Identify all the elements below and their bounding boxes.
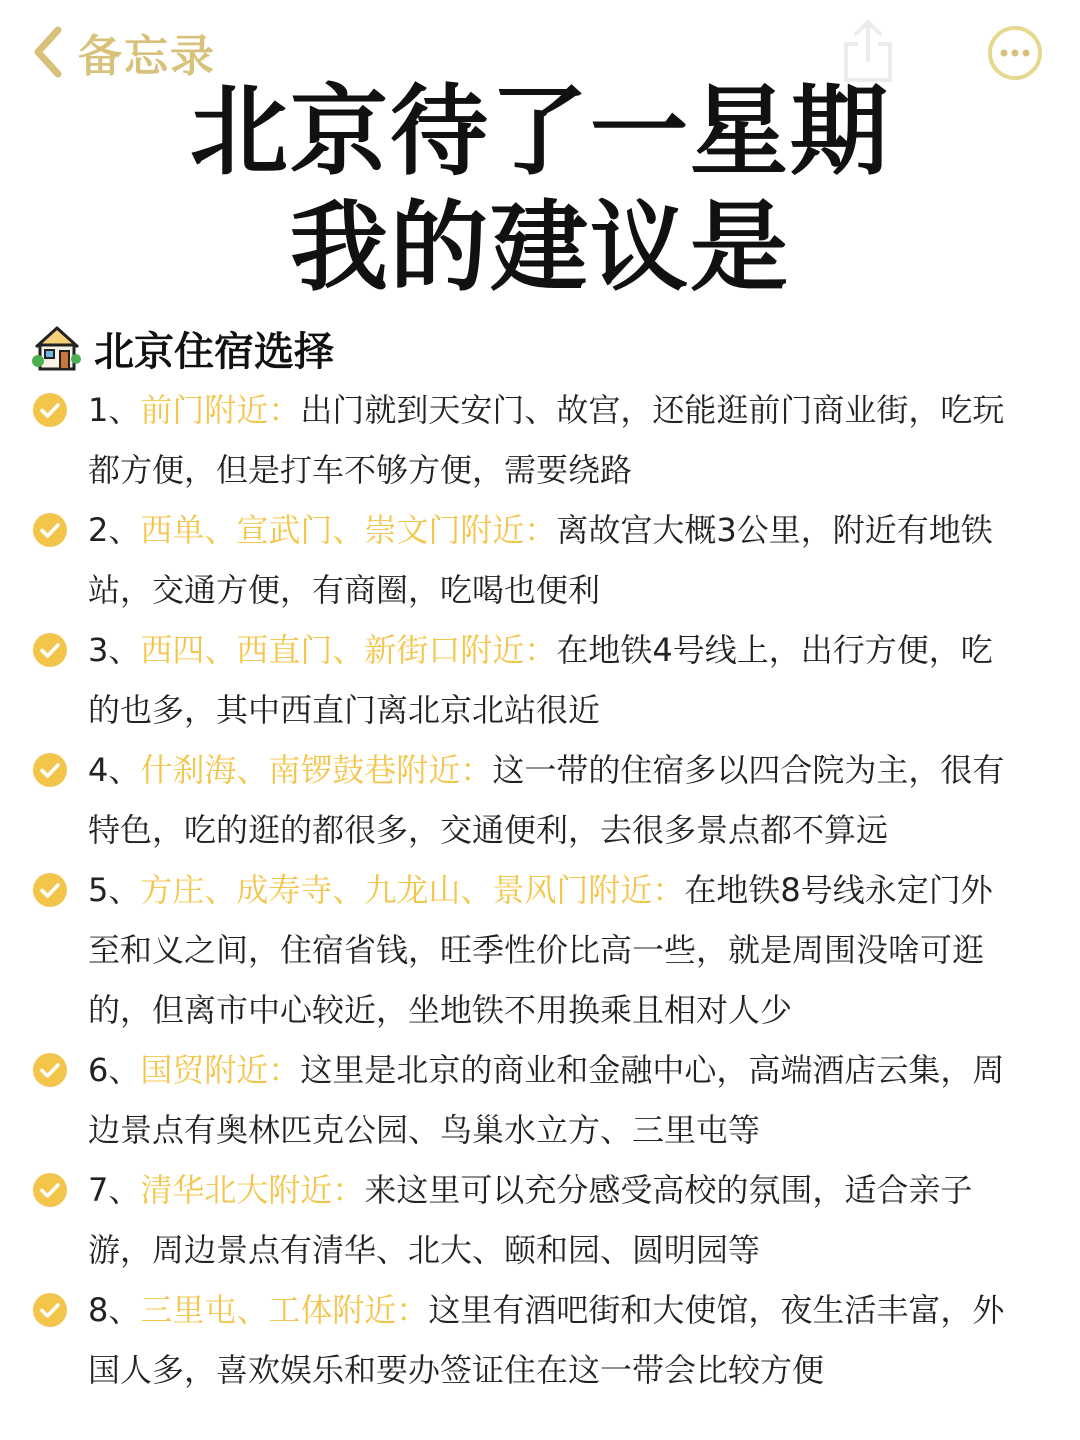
back-button[interactable]: [30, 22, 216, 82]
item-location: 什刹海、南锣鼓巷附近：: [140, 751, 493, 789]
item-number: 5、: [88, 871, 141, 909]
item-description: 在地铁4号线上，出行方便，吃的也多，其中西直门离北京北站很近: [88, 631, 993, 729]
item-description: 来这里可以充分感受高校的氛围，适合亲子游，周边景点有清华、北大、颐和园、圆明园等: [88, 1171, 973, 1269]
item-description: 这一带的住宿多以四合院为主，很有特色，吃的逛的都很多，交通便利，去很多景点都不算远: [88, 751, 1005, 849]
item-location: 三里屯、工体附近：: [140, 1291, 429, 1329]
item-number: 2、: [88, 511, 141, 549]
list-item: [32, 1160, 1052, 1280]
list-item: [32, 1280, 1052, 1400]
item-number: 7、: [88, 1171, 141, 1209]
accommodation-list: [32, 380, 1052, 1400]
house-icon: [32, 323, 82, 373]
checkmark-icon: [32, 632, 68, 668]
item-description: 出门就到天安门、故宫，还能逛前门商业街，吃玩都方便，但是打车不够方便，需要绕路: [88, 391, 1005, 489]
checkmark-icon: [32, 1172, 68, 1208]
title-line-1: 北京待了一星期: [189, 75, 890, 189]
item-description: 在地铁8号线永定门外至和义之间，住宿省钱，旺季性价比高一些，就是周围没啥可逛的，但离市中心较近，坐地铁不用换乘且相对人少: [88, 871, 993, 1029]
title-line-2: 我的建议是: [289, 191, 790, 305]
checkmark-icon: [32, 1052, 68, 1088]
list-item: [32, 1040, 1052, 1160]
list-item: [32, 500, 1052, 620]
section-header: [32, 318, 334, 378]
chevron-left-icon: [30, 24, 64, 80]
item-number: 3、: [88, 631, 141, 669]
back-label: 备忘录: [78, 31, 216, 82]
list-item: [32, 740, 1052, 860]
page-title: [0, 74, 1080, 306]
list-item: [32, 620, 1052, 740]
item-location: 方庄、成寿寺、九龙山、景风门附近：: [140, 871, 685, 909]
checkmark-icon: [32, 1292, 68, 1328]
item-description: 离故宫大概3公里，附近有地铁站，交通方便，有商圈，吃喝也便利: [88, 511, 993, 609]
checkmark-icon: [32, 752, 68, 788]
checkmark-icon: [32, 392, 68, 428]
item-number: 6、: [88, 1051, 141, 1089]
item-description: 这里有酒吧街和大使馆，夜生活丰富，外国人多，喜欢娱乐和要办签证住在这一带会比较方便: [88, 1291, 1005, 1389]
item-location: 西四、西直门、新街口附近：: [140, 631, 557, 669]
item-location: 前门附近：: [140, 391, 301, 429]
item-number: 4、: [88, 751, 141, 789]
item-location: 国贸附近：: [140, 1051, 301, 1089]
item-location: 清华北大附近：: [140, 1171, 365, 1209]
checkmark-icon: [32, 512, 68, 548]
item-location: 西单、宣武门、崇文门附近：: [140, 511, 557, 549]
item-description: 这里是北京的商业和金融中心，高端酒店云集，周边景点有奥林匹克公园、鸟巢水立方、三里屯等: [88, 1051, 1005, 1149]
section-title: 北京住宿选择: [94, 328, 334, 375]
item-number: 1、: [88, 391, 141, 429]
item-number: 8、: [88, 1291, 141, 1329]
list-item: [32, 380, 1052, 500]
checkmark-icon: [32, 872, 68, 908]
list-item: [32, 860, 1052, 1040]
